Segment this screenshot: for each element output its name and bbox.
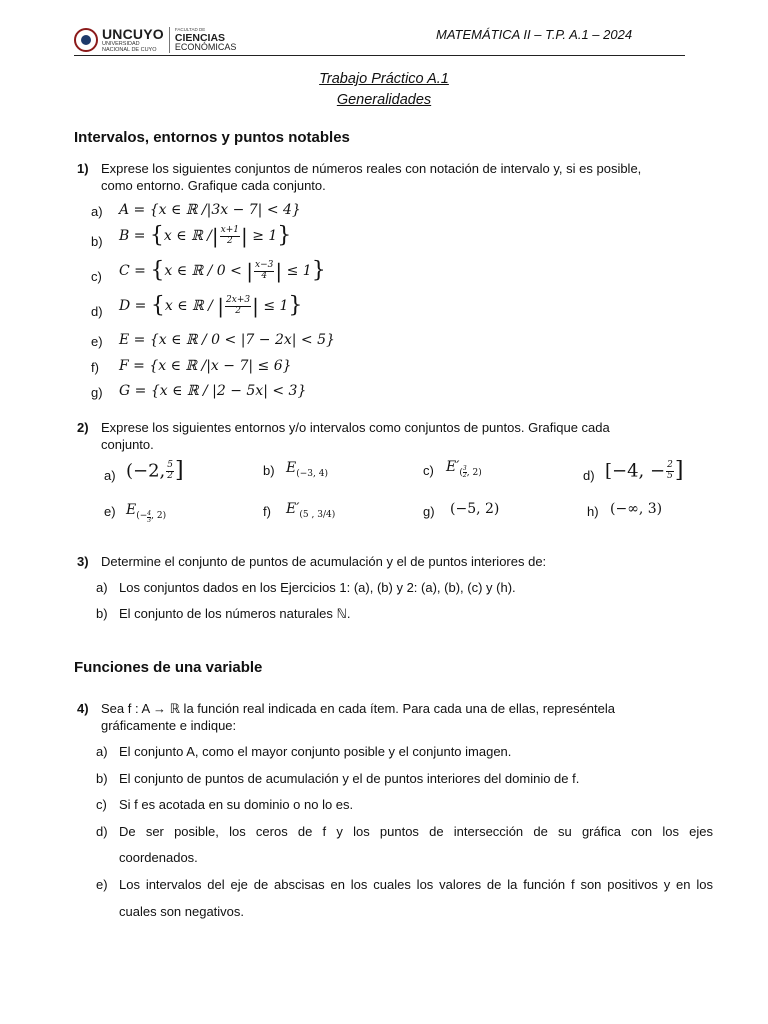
- q2c-label: c): [423, 463, 434, 478]
- q1a-expr: A = {x ∈ ℝ /|3x − 7| < 4}: [119, 202, 301, 218]
- q3b-text: El conjunto de los números naturales ℕ.: [119, 606, 351, 621]
- q4-line1: Sea f : A → ℝ la función real indicada en cada ítem. Para cada una de ellas, represéntela: [101, 701, 616, 716]
- q1f-expr: F = {x ∈ ℝ /|x − 7| ≤ 6}: [119, 358, 292, 374]
- q1c-expr: C = {x ∈ ℝ / 0 < | $\frac{x-3}{4}$ | ≤ 1}: [119, 258, 326, 283]
- header-rule: [74, 55, 685, 56]
- q2e-label: e): [104, 504, 116, 519]
- uncuyo-logo: [102, 27, 164, 53]
- q3-number: 3): [77, 554, 89, 569]
- q2g-label: g): [423, 504, 435, 519]
- q4a-text: El conjunto A, como el mayor conjunto posible y el conjunto imagen.: [119, 744, 512, 759]
- header-logos: [74, 24, 236, 56]
- q3a-text: Los conjuntos dados en los Ejercicios 1: (a), (b) y 2: (a), (b), (c) y (h).: [119, 580, 516, 595]
- q2f-label: f): [263, 504, 271, 519]
- logo-sub2: NACIONAL DE CUYO: [102, 47, 157, 53]
- q1f-label: f): [91, 360, 99, 375]
- q1g-label: g): [91, 385, 103, 400]
- fac-small: FACULTAD DE: [174, 27, 206, 32]
- q3a-label: a): [96, 580, 108, 595]
- fac-line2: ECONÓMICAS: [174, 42, 237, 52]
- q2b-expr: $E_{(-3, 4)}$: [286, 460, 328, 479]
- q2c-expr: $E'_($ $\frac{3}{2}$ $_{, 2)}$: [446, 459, 482, 479]
- q2f-expr: $E'_{(5 , 3/4)}$: [286, 501, 336, 520]
- q4-line2: gráficamente e indique:: [101, 718, 237, 733]
- q4a-label: a): [96, 744, 108, 759]
- q1-text-line2: como entorno. Grafique cada conjunto.: [101, 178, 326, 193]
- section-heading-functions: Funciones de una variable: [74, 659, 263, 676]
- q4e-text-cont: cuales son negativos.: [119, 904, 245, 919]
- q1g-expr: G = {x ∈ ℝ / |2 − 5x| < 3}: [119, 383, 307, 399]
- q1a-label: a): [91, 204, 103, 219]
- q2h-label: h): [587, 504, 599, 519]
- doc-subtitle: Generalidades: [336, 92, 432, 108]
- q1b-label: b): [91, 234, 103, 249]
- q2e-expr: $E_{(-}$ $\frac{4}{3}$ $_{, 2)}$: [126, 502, 167, 524]
- q1-text-line1: Exprese los siguientes conjuntos de números reales con notación de intervalo y, si es posible,: [101, 161, 642, 176]
- q2-number: 2): [77, 420, 89, 435]
- q1e-expr: E = {x ∈ ℝ / 0 < |7 − 2x| < 5}: [119, 332, 335, 348]
- q2a-expr: (−2, $\frac{5}{2}$ ]: [126, 458, 184, 483]
- q1d-label: d): [91, 304, 103, 319]
- q1d-expr: D = {x ∈ ℝ / | $\frac{2x+3}{2}$ | ≤ 1}: [119, 293, 303, 318]
- q2-text-line2: conjunto.: [101, 437, 154, 452]
- doc-title: Trabajo Práctico A.1: [319, 71, 449, 87]
- section-heading-intervals: Intervalos, entornos y puntos notables: [74, 129, 350, 146]
- q2a-label: a): [104, 468, 116, 483]
- q1c-label: c): [91, 269, 102, 284]
- q4-number: 4): [77, 701, 89, 716]
- q3b-label: b): [96, 606, 108, 621]
- logo-divider: [169, 27, 170, 53]
- q2-text-line1: Exprese los siguientes entornos y/o intervalos como conjuntos de puntos. Grafique cada: [101, 420, 610, 435]
- q2d-expr: [−4, − $\frac{2}{5}$ ]: [605, 458, 684, 483]
- q4d-label: d): [96, 824, 108, 839]
- q4b-text: El conjunto de puntos de acumulación y el de puntos interiores del dominio de f.: [119, 771, 580, 786]
- course-title: MATEMÁTICA II – T.P. A.1 – 2024: [436, 27, 633, 42]
- q1e-label: e): [91, 334, 103, 349]
- q4e-text: Los intervalos del eje de abscisas en los cuales los valores de la función f son positivos y en los: [119, 877, 713, 892]
- q4b-label: b): [96, 771, 108, 786]
- logo-name: UNCUYO: [102, 25, 164, 42]
- q1-number: 1): [77, 161, 89, 176]
- faculty-logo: [175, 28, 237, 52]
- fac-line1: CIENCIAS: [174, 31, 226, 44]
- q4c-label: c): [96, 797, 107, 812]
- q4e-label: e): [96, 877, 108, 892]
- q2g-expr: (−5, 2): [450, 501, 500, 517]
- q4c-text: Si f es acotada en su dominio o no lo es.: [119, 797, 354, 812]
- q2h-expr: (−∞, 3): [610, 501, 663, 517]
- q2b-label: b): [263, 463, 275, 478]
- q2d-label: d): [583, 468, 595, 483]
- q4d-text: De ser posible, los ceros de f y los puntos de intersección de su gráfica con los ejes: [119, 824, 713, 839]
- q3-text: Determine el conjunto de puntos de acumulación y el de puntos interiores de:: [101, 554, 547, 569]
- logo-sub1: UNIVERSIDAD: [102, 40, 140, 47]
- university-seal-icon: [74, 28, 98, 52]
- q1b-expr: B = {x ∈ ℝ /| $\frac{x+1}{2}$ | ≥ 1}: [119, 223, 292, 248]
- q4d-text-cont: coordenados.: [119, 850, 198, 865]
